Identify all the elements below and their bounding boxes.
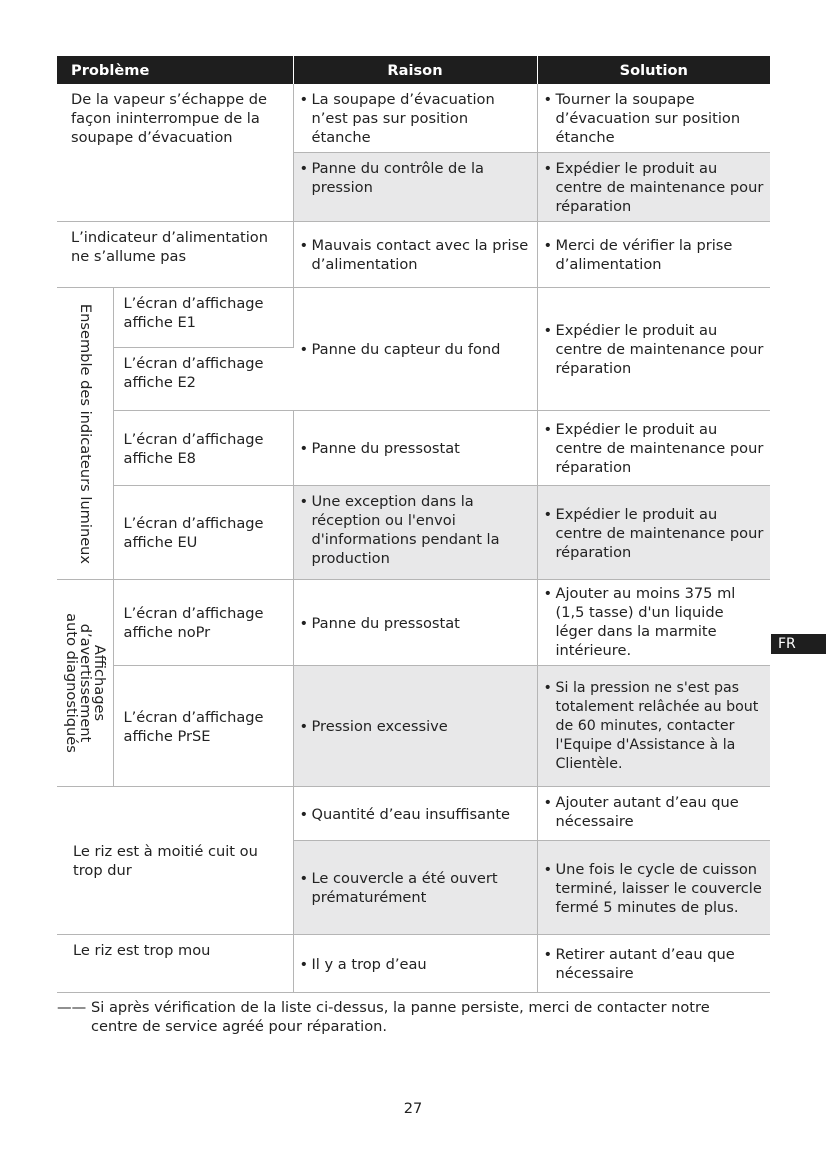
reason-text: Le couvercle a été ouvert prématurément [311,870,498,906]
reason-text: Panne du pressostat [311,440,460,457]
group-warnings-line: Affichages [90,644,108,722]
bullet: • [299,614,309,632]
header-reason: Raison [293,56,537,84]
reason-cell [293,666,537,787]
reason-text: Une exception dans la réception ou l'envoi d'informations pendant la production [311,493,500,567]
solution-cell [537,787,770,841]
reason-cell [293,580,537,666]
bullet: • [543,860,553,878]
problem-cell [113,411,293,486]
bullet: • [543,91,553,108]
table-row [57,222,770,288]
solution-text: Retirer autant d’eau que nécessaire [555,946,735,982]
header-problem: Problème [57,56,293,84]
problem-text: L’écran d’affichage affiche E1 [123,295,264,331]
bullet: • [299,440,309,457]
bullet: • [299,91,309,108]
reason-cell [293,787,537,841]
group-indicators-cell [57,288,113,580]
solution-text: Expédier le produit au centre de maintenance pour réparation [555,421,764,476]
bullet: • [299,805,309,823]
problem-cell [113,288,293,348]
solution-cell [537,84,770,153]
problem-cell [113,348,293,411]
problem-text: L’écran d’affichage affiche PrSE [123,708,264,745]
group-warnings-line: d’avertissement [76,623,94,743]
reason-cell [293,84,537,153]
page-number: 27 [403,1100,423,1117]
group-warnings-line: auto diagnostiqués [62,613,80,753]
troubleshooting-table [57,56,770,993]
problem-cell [57,935,293,993]
problem-cell [57,787,293,935]
reason-text: Panne du pressostat [311,614,460,632]
header-solution: Solution [537,56,770,84]
bullet: • [543,421,553,438]
bullet: • [299,237,309,254]
bullet: • [299,955,309,973]
reason-cell [293,841,537,935]
solution-text: Si la pression ne s'est pas totalement relâchée au bout de 60 minutes, contacter l'Equipe d'Assistance à la Clientèle. [555,680,759,772]
bullet: • [299,160,309,177]
table-row [57,666,770,787]
bullet: • [543,237,553,254]
table-row [57,288,770,348]
bullet: • [299,493,309,510]
reason-cell [293,288,537,411]
reason-text: Pression excessive [311,718,448,735]
table-row [57,787,770,841]
reason-cell [293,486,537,580]
problem-text: De la vapeur s’échappe de façon ininterrompue de la soupape d’évacuation [71,91,268,146]
solution-cell [537,486,770,580]
bullet: • [299,870,309,887]
problem-text: L’écran d’affichage affiche EU [123,515,264,551]
footnote-text: Si après vérification de la liste ci-dessus, la panne persiste, merci de contacter notre centre de service agréé pour réparation. [91,999,710,1035]
reason-text: Panne du capteur du fond [311,341,501,358]
problem-text: Le riz est trop mou [73,942,211,959]
solution-cell [537,666,770,787]
solution-text: Expédier le produit au centre de maintenance pour réparation [555,322,764,377]
group-warnings-label [64,613,106,753]
problem-text: Le riz est à moitié cuit ou trop dur [73,843,258,879]
bullet: • [543,946,553,963]
solution-cell [537,411,770,486]
reason-cell [293,935,537,993]
solution-cell [537,153,770,222]
bullet: • [543,322,553,339]
solution-text: Une fois le cycle de cuisson terminé, laisser le couvercle fermé 5 minutes de plus. [555,860,762,916]
solution-text: Ajouter au moins 375 ml (1,5 tasse) d'un liquide léger dans la marmite intérieure. [555,585,736,659]
problem-text: L’écran d’affichage affiche E8 [123,430,264,467]
bullet: • [543,680,552,696]
reason-cell [293,222,537,288]
problem-cell [57,222,293,288]
problem-text: L’indicateur d’alimentation ne s’allume pas [71,229,268,265]
footnote [57,998,757,1036]
reason-text: Il y a trop d’eau [311,955,427,973]
table-row [57,486,770,580]
problem-cell [113,486,293,580]
troubleshooting-table-wrapper [57,56,770,993]
table-row [57,411,770,486]
group-warnings-cell [57,580,113,787]
solution-cell [537,222,770,288]
footnote-dash: —— [57,999,87,1016]
group-indicators-label: Ensemble des indicateurs lumineux [76,303,94,564]
bullet: • [299,341,309,358]
solution-cell [537,580,770,666]
solution-cell [537,935,770,993]
reason-text: Mauvais contact avec la prise d’alimentation [311,237,529,273]
solution-text: Ajouter autant d’eau que nécessaire [555,794,739,830]
solution-text: Expédier le produit au centre de maintenance pour réparation [555,505,764,561]
problem-cell [57,84,293,222]
reason-text: La soupape d’évacuation n’est pas sur position étanche [311,91,495,146]
problem-text: L’écran d’affichage affiche noPr [123,605,264,641]
table-row [57,935,770,993]
problem-text: L’écran d’affichage affiche E2 [123,355,264,391]
table-header-row [57,56,770,84]
solution-cell [537,841,770,935]
reason-cell [293,153,537,222]
problem-cell [113,666,293,787]
bullet: • [543,505,553,523]
solution-text: Merci de vérifier la prise d’alimentation [555,237,733,273]
bullet: • [299,718,309,735]
solution-text: Expédier le produit au centre de maintenance pour réparation [555,160,764,215]
reason-text: Panne du contrôle de la pression [311,160,484,196]
bullet: • [543,585,553,602]
problem-cell [113,580,293,666]
solution-text: Tourner la soupape d’évacuation sur position étanche [555,91,741,146]
bullet: • [543,794,553,811]
solution-cell [537,288,770,411]
table-row [57,580,770,666]
bullet: • [543,160,553,177]
table-row [57,84,770,153]
reason-text: Quantité d’eau insuffisante [311,805,511,823]
reason-cell [293,411,537,486]
language-tab: FR [771,634,826,654]
